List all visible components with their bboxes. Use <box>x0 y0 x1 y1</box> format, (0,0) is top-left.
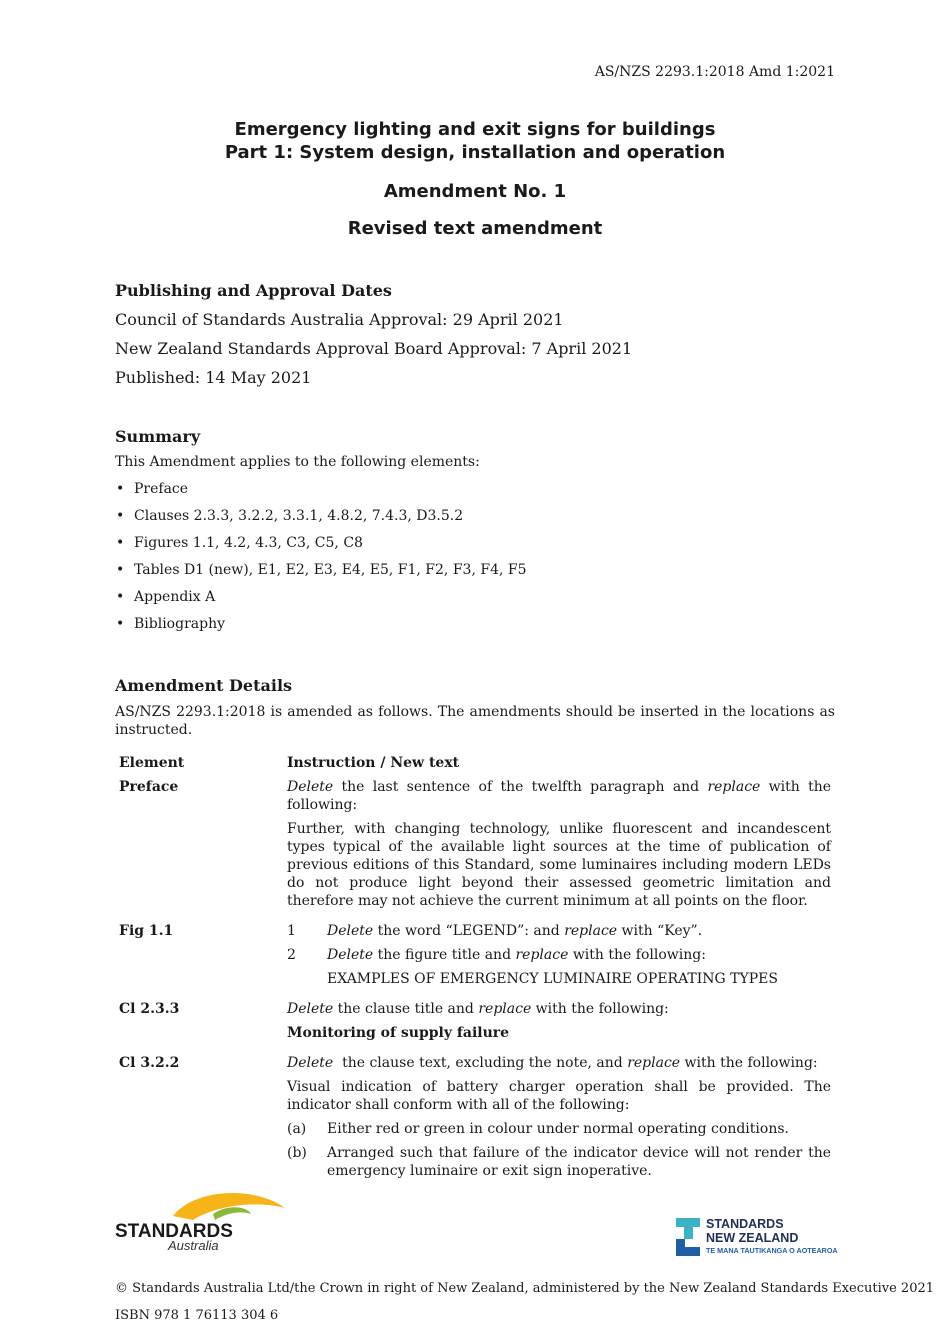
instruction-part: the figure title and <box>373 947 516 963</box>
instruction-part: with the following: <box>568 947 706 963</box>
list-item: • Tables D1 (new), E1, E2, E3, E4, E5, F1, F2, F3, F4, F5 <box>115 557 835 584</box>
logo-shape <box>685 1247 700 1256</box>
delete-word: Delete <box>327 947 374 963</box>
instruction-cell <box>283 775 835 919</box>
new-text: Visual indication of battery charger operation shall be provided. The indicator shall conform with all of the following: <box>287 1079 831 1113</box>
instruction-part: the clause title and <box>333 1001 479 1017</box>
logo-shape <box>676 1218 700 1227</box>
item-label: (a) <box>287 1121 307 1137</box>
numbered-instruction <box>287 922 831 940</box>
list-item: • Bibliography <box>115 611 835 638</box>
column-header-instruction: Instruction / New text <box>287 755 460 771</box>
item-text: Either red or green in colour under normal operating conditions. <box>327 1121 789 1137</box>
logo-shape <box>684 1227 693 1239</box>
delete-word: Delete <box>287 1055 334 1071</box>
instruction-part: with the following: <box>531 1001 669 1017</box>
element-cell: Cl 2.3.3 <box>119 1001 180 1017</box>
details-intro: AS/NZS 2293.1:2018 is amended as follows. The amendments should be inserted in the locations as instructed. <box>115 704 835 738</box>
replace-word: replace <box>478 1001 532 1017</box>
instruction-text <box>327 922 831 940</box>
table-row <box>115 919 835 997</box>
lettered-item <box>287 1144 831 1180</box>
amendment-type: Revised text amendment <box>347 218 603 239</box>
delete-word: Delete <box>327 923 374 939</box>
lettered-item <box>287 1120 831 1138</box>
item-text: Arranged such that failure of the indicator device will not render the emergency luminaire or exit sign inoperative. <box>327 1145 831 1179</box>
title-line-2: Part 1: System design, installation and operation <box>224 142 726 163</box>
instruction-part: with “Key”. <box>617 923 703 939</box>
replace-word: replace <box>564 923 618 939</box>
publishing-heading: Publishing and Approval Dates <box>115 281 392 300</box>
logo-text: Australia <box>168 1238 219 1252</box>
table-row <box>115 997 835 1051</box>
logo-text: STANDARDS <box>706 1217 784 1231</box>
summary-intro: This Amendment applies to the following elements: <box>115 454 480 470</box>
logo-text: STANDARDS <box>115 1221 233 1242</box>
summary-list <box>115 476 835 638</box>
item-number: 1 <box>287 923 296 939</box>
document-titles <box>0 118 950 239</box>
delete-word: Delete <box>287 779 334 795</box>
logo-shape <box>676 1239 685 1256</box>
publishing-line: New Zealand Standards Approval Board Approval: 7 April 2021 <box>115 339 633 358</box>
publishing-section <box>115 281 835 387</box>
logo-text: NEW ZEALAND <box>706 1231 799 1245</box>
instruction-part: with the following: <box>287 779 831 813</box>
item-label: (b) <box>287 1145 307 1161</box>
amendment-number: Amendment No. 1 <box>383 181 567 202</box>
table-header-row <box>115 751 835 775</box>
standards-new-zealand-logo <box>676 1216 856 1258</box>
title-line-1: Emergency lighting and exit signs for buildings <box>234 119 716 140</box>
amendment-details-section <box>115 676 835 1189</box>
publishing-line: Published: 14 May 2021 <box>115 368 312 387</box>
logo-text: TE MANA TAUTIKANGA O AOTEAROA <box>706 1246 838 1255</box>
instruction-text <box>287 1000 831 1018</box>
instruction-part: the clause text, excluding the note, and <box>333 1055 628 1071</box>
replace-word: replace <box>707 779 761 795</box>
details-heading: Amendment Details <box>115 676 293 695</box>
table-row <box>115 775 835 919</box>
summary-section <box>115 427 835 638</box>
instruction-text <box>327 946 831 964</box>
instruction-cell <box>283 997 835 1051</box>
instruction-text <box>287 1054 831 1072</box>
new-figure-title: EXAMPLES OF EMERGENCY LUMINAIRE OPERATING TYPES <box>327 971 778 987</box>
instruction-cell <box>283 919 835 997</box>
list-item: • Appendix A <box>115 584 835 611</box>
new-text: Further, with changing technology, unlike fluorescent and incandescent types typical of the available light sources at the time of publication of previous editions of this Standard, some luminaires including modern LEDs do not produce light beyond their assessed geometric limitation and therefore may not achieve the current minimum at all points on the floor. <box>287 821 831 909</box>
standard-reference: AS/NZS 2293.1:2018 Amd 1:2021 <box>594 64 835 80</box>
new-clause-title: Monitoring of supply failure <box>287 1025 510 1041</box>
list-item: • Figures 1.1, 4.2, 4.3, C3, C5, C8 <box>115 530 835 557</box>
replace-word: replace <box>627 1055 681 1071</box>
publishing-line: Council of Standards Australia Approval: 29 April 2021 <box>115 310 564 329</box>
instruction-text <box>287 778 831 814</box>
standards-australia-logo <box>115 1188 290 1252</box>
list-item: • Preface <box>115 476 835 503</box>
instruction-part: the word “LEGEND”: and <box>373 923 565 939</box>
delete-word: Delete <box>287 1001 334 1017</box>
numbered-instruction <box>287 946 831 964</box>
logo-swoosh-yellow <box>173 1193 285 1220</box>
copyright-notice: © Standards Australia Ltd/the Crown in right of New Zealand, administered by the New Zealand Standards Executive 2021 <box>115 1281 935 1296</box>
element-cell: Preface <box>119 779 179 795</box>
element-cell: Fig 1.1 <box>119 923 174 939</box>
isbn: ISBN 978 1 76113 304 6 <box>115 1308 279 1323</box>
list-item: • Clauses 2.3.3, 3.2.2, 3.3.1, 4.8.2, 7.4.3, D3.5.2 <box>115 503 835 530</box>
amendment-table <box>115 751 835 1189</box>
table-row <box>115 1051 835 1189</box>
item-number: 2 <box>287 947 296 963</box>
instruction-part: the last sentence of the twelfth paragraph and <box>333 779 708 795</box>
instruction-part: with the following: <box>680 1055 818 1071</box>
summary-heading: Summary <box>115 427 201 446</box>
element-cell: Cl 3.2.2 <box>119 1055 180 1071</box>
replace-word: replace <box>515 947 569 963</box>
instruction-cell <box>283 1051 835 1189</box>
column-header-element: Element <box>119 755 185 771</box>
